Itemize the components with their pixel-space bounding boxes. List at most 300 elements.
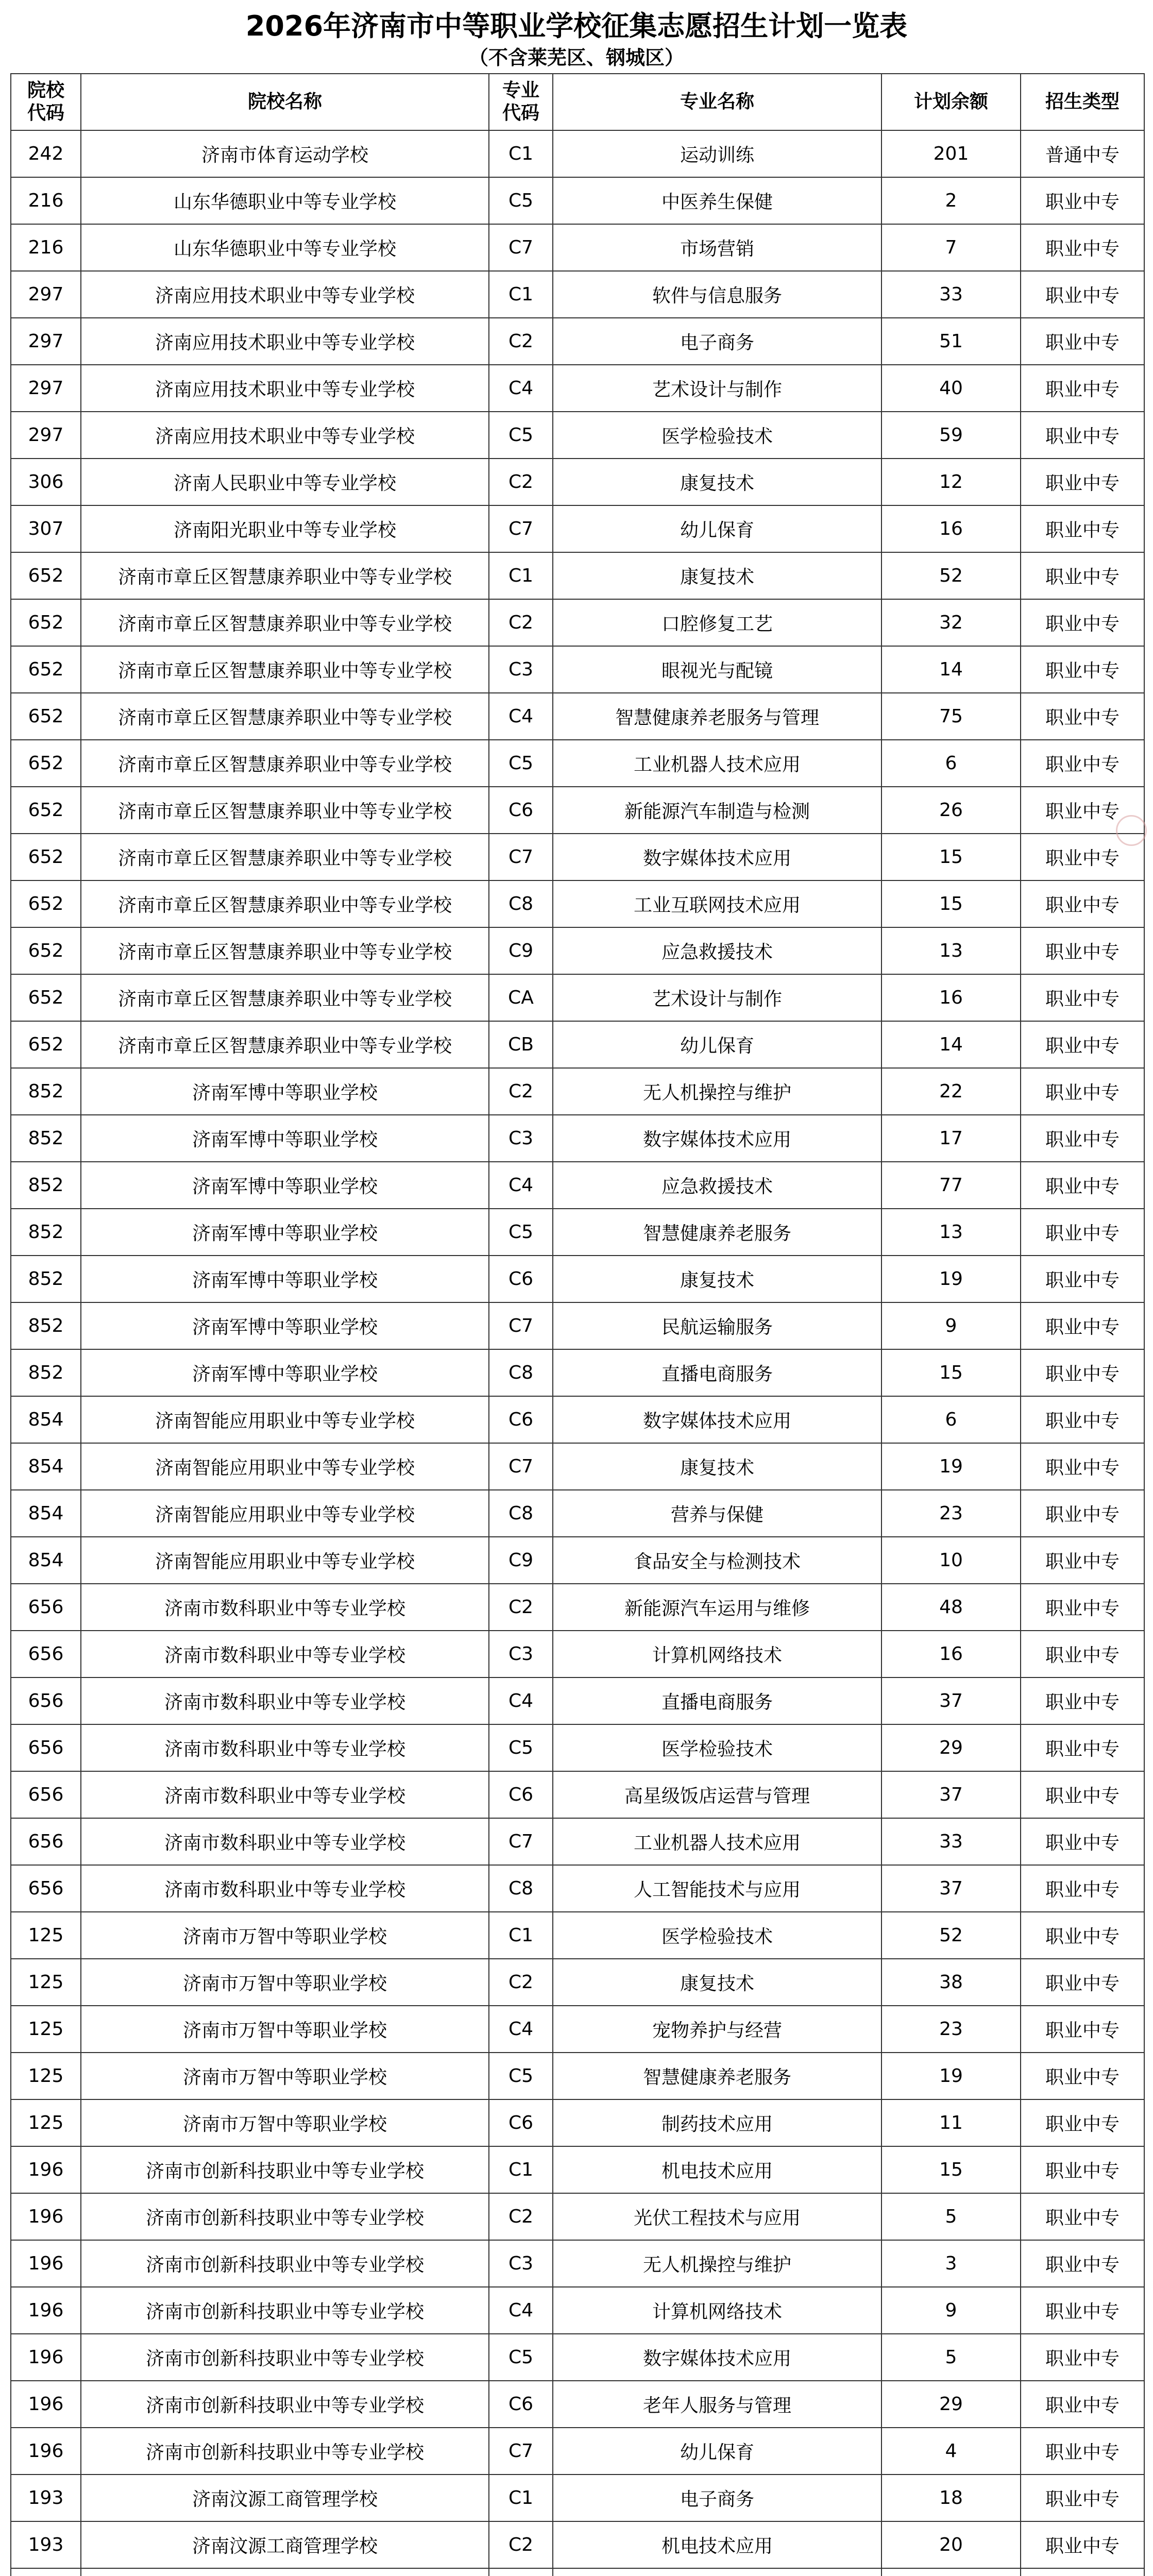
school-code-cell: 852 bbox=[11, 1302, 81, 1349]
school-name-cell: 济南军博中等职业学校 bbox=[81, 1115, 489, 1162]
table-row bbox=[11, 1209, 1144, 1256]
table-row bbox=[11, 2475, 1144, 2521]
table-row bbox=[11, 2053, 1144, 2099]
table-row bbox=[11, 552, 1144, 599]
header-school-code: 院校代码 bbox=[11, 74, 81, 130]
school-code-cell: 852 bbox=[11, 1349, 81, 1396]
major-name-cell: 运动训练 bbox=[553, 130, 881, 177]
major-name-cell: 新能源汽车制造与检测 bbox=[553, 787, 881, 834]
table-row bbox=[11, 318, 1144, 365]
major-name-cell: 无人机操控与维护 bbox=[553, 1068, 881, 1115]
table-row bbox=[11, 1631, 1144, 1677]
remaining-cell: 52 bbox=[881, 1912, 1021, 1959]
major-code-cell: C5 bbox=[489, 2334, 553, 2381]
major-code-cell: C8 bbox=[489, 1349, 553, 1396]
school-code-cell: 652 bbox=[11, 787, 81, 834]
major-name-cell: 制药技术应用 bbox=[553, 2099, 881, 2146]
major-code-cell: C5 bbox=[489, 177, 553, 224]
table-row bbox=[11, 927, 1144, 974]
school-name-cell: 济南智能应用职业中等专业学校 bbox=[81, 1396, 489, 1443]
header-type: 招生类型 bbox=[1021, 74, 1144, 130]
type-cell: 职业中专 bbox=[1021, 1302, 1144, 1349]
remaining-cell: 12 bbox=[881, 459, 1021, 505]
type-cell: 职业中专 bbox=[1021, 2521, 1144, 2568]
table-row bbox=[11, 1021, 1144, 1068]
school-code-cell: 652 bbox=[11, 1021, 81, 1068]
major-name-cell: 直播电商服务 bbox=[553, 1677, 881, 1724]
type-cell: 职业中专 bbox=[1021, 1443, 1144, 1490]
major-code-cell: C2 bbox=[489, 599, 553, 646]
remaining-cell: 16 bbox=[881, 505, 1021, 552]
major-code-cell: C3 bbox=[489, 2240, 553, 2287]
table-row bbox=[11, 2006, 1144, 2053]
major-name-cell: 艺术设计与制作 bbox=[553, 974, 881, 1021]
school-code-cell: 196 bbox=[11, 2193, 81, 2240]
major-code-cell: C3 bbox=[489, 1115, 553, 1162]
remaining-cell: 20 bbox=[881, 2521, 1021, 2568]
school-code-cell: 242 bbox=[11, 130, 81, 177]
school-code-cell: 216 bbox=[11, 177, 81, 224]
major-code-cell: C8 bbox=[489, 1865, 553, 1912]
school-code-cell: 297 bbox=[11, 412, 81, 459]
school-name-cell: 济南市数科职业中等专业学校 bbox=[81, 1724, 489, 1771]
remaining-cell: 5 bbox=[881, 2334, 1021, 2381]
major-code-cell: C6 bbox=[489, 1256, 553, 1302]
type-cell: 职业中专 bbox=[1021, 224, 1144, 271]
school-name-cell: 济南市创新科技职业中等专业学校 bbox=[81, 2428, 489, 2475]
type-cell: 职业中专 bbox=[1021, 1115, 1144, 1162]
school-name-cell: 济南应用技术职业中等专业学校 bbox=[81, 271, 489, 318]
remaining-cell: 33 bbox=[881, 1818, 1021, 1865]
type-cell: 职业中专 bbox=[1021, 412, 1144, 459]
remaining-cell: 13 bbox=[881, 927, 1021, 974]
major-name-cell: 智慧健康养老服务 bbox=[553, 2053, 881, 2099]
type-cell: 职业中专 bbox=[1021, 1209, 1144, 1256]
remaining-cell: 48 bbox=[881, 1584, 1021, 1631]
school-code-cell: 196 bbox=[11, 2287, 81, 2334]
major-code-cell: C7 bbox=[489, 1302, 553, 1349]
remaining-cell: 59 bbox=[881, 412, 1021, 459]
table-row bbox=[11, 271, 1144, 318]
remaining-cell: 2 bbox=[881, 177, 1021, 224]
table-row bbox=[11, 1537, 1144, 1584]
table-row bbox=[11, 505, 1144, 552]
school-code-cell: 193 bbox=[11, 2475, 81, 2521]
type-cell: 职业中专 bbox=[1021, 177, 1144, 224]
school-name-cell: 济南市创新科技职业中等专业学校 bbox=[81, 2240, 489, 2287]
table-row bbox=[11, 1349, 1144, 1396]
remaining-cell: 75 bbox=[881, 693, 1021, 740]
major-code-cell: C5 bbox=[489, 1209, 553, 1256]
school-code-cell: 854 bbox=[11, 1490, 81, 1537]
school-code-cell: 216 bbox=[11, 224, 81, 271]
remaining-cell: 7 bbox=[881, 224, 1021, 271]
table-row bbox=[11, 834, 1144, 880]
remaining-cell: 15 bbox=[881, 834, 1021, 880]
major-code-cell: C3 bbox=[489, 1631, 553, 1677]
school-name-cell: 济南市创新科技职业中等专业学校 bbox=[81, 2381, 489, 2428]
school-name-cell: 济南汶源工商管理学校 bbox=[81, 2521, 489, 2568]
remaining-cell: 3 bbox=[881, 2240, 1021, 2287]
school-code-cell: 852 bbox=[11, 1256, 81, 1302]
school-code-cell: 656 bbox=[11, 1584, 81, 1631]
major-name-cell: 康复技术 bbox=[553, 1959, 881, 2006]
type-cell: 职业中专 bbox=[1021, 2099, 1144, 2146]
major-code-cell: C9 bbox=[489, 1537, 553, 1584]
table-row bbox=[11, 1490, 1144, 1537]
school-name-cell: 济南市创新科技职业中等专业学校 bbox=[81, 2334, 489, 2381]
major-code-cell: C2 bbox=[489, 459, 553, 505]
school-code-cell: 193 bbox=[11, 2521, 81, 2568]
table-row bbox=[11, 740, 1144, 787]
school-name-cell bbox=[81, 2568, 489, 2576]
remaining-cell: 37 bbox=[881, 1865, 1021, 1912]
school-name-cell: 山东华德职业中等专业学校 bbox=[81, 224, 489, 271]
major-code-cell: C4 bbox=[489, 365, 553, 412]
type-cell: 职业中专 bbox=[1021, 599, 1144, 646]
major-name-cell: 市场营销 bbox=[553, 224, 881, 271]
school-code-cell: 652 bbox=[11, 599, 81, 646]
type-cell: 职业中专 bbox=[1021, 974, 1144, 1021]
school-name-cell: 济南市数科职业中等专业学校 bbox=[81, 1865, 489, 1912]
school-code-cell: 656 bbox=[11, 1865, 81, 1912]
table-row bbox=[11, 2146, 1144, 2193]
major-code-cell: C1 bbox=[489, 552, 553, 599]
table-row bbox=[11, 2568, 1144, 2576]
table-row bbox=[11, 2334, 1144, 2381]
major-name-cell: 工业机器人技术应用 bbox=[553, 1818, 881, 1865]
school-name-cell: 济南军博中等职业学校 bbox=[81, 1302, 489, 1349]
table-row bbox=[11, 787, 1144, 834]
major-name-cell: 民航运输服务 bbox=[553, 1302, 881, 1349]
school-code-cell: 652 bbox=[11, 834, 81, 880]
major-code-cell: C5 bbox=[489, 2053, 553, 2099]
school-code-cell: 656 bbox=[11, 1677, 81, 1724]
school-name-cell: 济南市数科职业中等专业学校 bbox=[81, 1584, 489, 1631]
major-name-cell: 医学检验技术 bbox=[553, 1724, 881, 1771]
school-code-cell: 125 bbox=[11, 2053, 81, 2099]
major-name-cell: 食品安全与检测技术 bbox=[553, 1537, 881, 1584]
school-code-cell: 854 bbox=[11, 1396, 81, 1443]
table-row bbox=[11, 1115, 1144, 1162]
major-name-cell: 老年人服务与管理 bbox=[553, 2381, 881, 2428]
school-name-cell: 济南智能应用职业中等专业学校 bbox=[81, 1443, 489, 1490]
type-cell: 职业中专 bbox=[1021, 1631, 1144, 1677]
school-name-cell: 济南应用技术职业中等专业学校 bbox=[81, 318, 489, 365]
school-name-cell: 济南应用技术职业中等专业学校 bbox=[81, 412, 489, 459]
type-cell: 职业中专 bbox=[1021, 1912, 1144, 1959]
remaining-cell: 11 bbox=[881, 2099, 1021, 2146]
school-name-cell: 济南市万智中等职业学校 bbox=[81, 1912, 489, 1959]
type-cell: 职业中专 bbox=[1021, 459, 1144, 505]
table-row bbox=[11, 1256, 1144, 1302]
school-name-cell: 济南市创新科技职业中等专业学校 bbox=[81, 2146, 489, 2193]
type-cell: 职业中专 bbox=[1021, 2287, 1144, 2334]
major-name-cell: 软件与信息服务 bbox=[553, 271, 881, 318]
watermark-logo-icon bbox=[1116, 815, 1147, 846]
remaining-cell: 29 bbox=[881, 1724, 1021, 1771]
table-row bbox=[11, 880, 1144, 927]
remaining-cell: 17 bbox=[881, 1115, 1021, 1162]
header-major-code: 专业代码 bbox=[489, 74, 553, 130]
type-cell: 职业中专 bbox=[1021, 1584, 1144, 1631]
school-name-cell: 济南市万智中等职业学校 bbox=[81, 1959, 489, 2006]
school-name-cell: 济南市章丘区智慧康养职业中等专业学校 bbox=[81, 693, 489, 740]
table-row bbox=[11, 224, 1144, 271]
major-name-cell: 眼视光与配镜 bbox=[553, 646, 881, 693]
school-name-cell: 济南市万智中等职业学校 bbox=[81, 2099, 489, 2146]
school-code-cell: 852 bbox=[11, 1162, 81, 1209]
major-code-cell: C6 bbox=[489, 1771, 553, 1818]
major-name-cell: 康复技术 bbox=[553, 552, 881, 599]
major-code-cell: C6 bbox=[489, 2099, 553, 2146]
table-row bbox=[11, 693, 1144, 740]
school-name-cell: 济南市创新科技职业中等专业学校 bbox=[81, 2193, 489, 2240]
school-code-cell: 196 bbox=[11, 2428, 81, 2475]
major-name-cell: 数字媒体技术应用 bbox=[553, 1115, 881, 1162]
remaining-cell: 37 bbox=[881, 1677, 1021, 1724]
school-name-cell: 济南市数科职业中等专业学校 bbox=[81, 1677, 489, 1724]
type-cell: 职业中专 bbox=[1021, 2475, 1144, 2521]
school-name-cell: 济南人民职业中等专业学校 bbox=[81, 459, 489, 505]
major-code-cell: C8 bbox=[489, 1490, 553, 1537]
remaining-cell: 9 bbox=[881, 2287, 1021, 2334]
type-cell: 职业中专 bbox=[1021, 318, 1144, 365]
school-code-cell: 297 bbox=[11, 271, 81, 318]
school-name-cell: 济南市章丘区智慧康养职业中等专业学校 bbox=[81, 974, 489, 1021]
major-name-cell: 新能源汽车运用与维修 bbox=[553, 1584, 881, 1631]
major-code-cell: C7 bbox=[489, 505, 553, 552]
major-name-cell: 电子商务 bbox=[553, 2475, 881, 2521]
type-cell: 职业中专 bbox=[1021, 1490, 1144, 1537]
major-name-cell: 智慧健康养老服务与管理 bbox=[553, 693, 881, 740]
remaining-cell: 16 bbox=[881, 1631, 1021, 1677]
major-name-cell bbox=[553, 2568, 881, 2576]
type-cell: 职业中专 bbox=[1021, 2381, 1144, 2428]
remaining-cell: 77 bbox=[881, 1162, 1021, 1209]
type-cell: 普通中专 bbox=[1021, 130, 1144, 177]
major-code-cell: CB bbox=[489, 1021, 553, 1068]
table-row bbox=[11, 365, 1144, 412]
school-code-cell: 852 bbox=[11, 1115, 81, 1162]
major-name-cell: 幼儿保育 bbox=[553, 2428, 881, 2475]
major-name-cell: 幼儿保育 bbox=[553, 505, 881, 552]
table-row bbox=[11, 2099, 1144, 2146]
school-code-cell: 652 bbox=[11, 693, 81, 740]
school-name-cell: 济南市章丘区智慧康养职业中等专业学校 bbox=[81, 927, 489, 974]
table-row bbox=[11, 1771, 1144, 1818]
remaining-cell: 5 bbox=[881, 2193, 1021, 2240]
major-code-cell: C3 bbox=[489, 646, 553, 693]
remaining-cell: 19 bbox=[881, 2053, 1021, 2099]
school-code-cell: 656 bbox=[11, 1818, 81, 1865]
school-name-cell: 济南应用技术职业中等专业学校 bbox=[81, 365, 489, 412]
school-code-cell: 125 bbox=[11, 2099, 81, 2146]
school-code-cell: 196 bbox=[11, 2240, 81, 2287]
page-subtitle: （不含莱芜区、钢城区） bbox=[468, 46, 684, 69]
school-code-cell: 297 bbox=[11, 365, 81, 412]
major-name-cell: 医学检验技术 bbox=[553, 1912, 881, 1959]
major-name-cell: 中医养生保健 bbox=[553, 177, 881, 224]
remaining-cell: 52 bbox=[881, 552, 1021, 599]
school-code-cell: 196 bbox=[11, 2146, 81, 2193]
school-code-cell: 652 bbox=[11, 974, 81, 1021]
remaining-cell bbox=[881, 2568, 1021, 2576]
major-name-cell: 机电技术应用 bbox=[553, 2146, 881, 2193]
major-code-cell: C5 bbox=[489, 740, 553, 787]
major-name-cell: 人工智能技术与应用 bbox=[553, 1865, 881, 1912]
remaining-cell: 14 bbox=[881, 1021, 1021, 1068]
school-code-cell: 306 bbox=[11, 459, 81, 505]
school-code-cell: 656 bbox=[11, 1631, 81, 1677]
table-row bbox=[11, 130, 1144, 177]
school-name-cell: 济南市万智中等职业学校 bbox=[81, 2006, 489, 2053]
remaining-cell: 201 bbox=[881, 130, 1021, 177]
remaining-cell: 19 bbox=[881, 1256, 1021, 1302]
school-name-cell: 济南军博中等职业学校 bbox=[81, 1209, 489, 1256]
remaining-cell: 15 bbox=[881, 2146, 1021, 2193]
school-name-cell: 济南市数科职业中等专业学校 bbox=[81, 1771, 489, 1818]
type-cell: 职业中专 bbox=[1021, 1959, 1144, 2006]
remaining-cell: 33 bbox=[881, 271, 1021, 318]
major-code-cell: C2 bbox=[489, 1068, 553, 1115]
major-name-cell: 计算机网络技术 bbox=[553, 2287, 881, 2334]
major-name-cell: 康复技术 bbox=[553, 1443, 881, 1490]
remaining-cell: 32 bbox=[881, 599, 1021, 646]
school-code-cell: 307 bbox=[11, 505, 81, 552]
major-name-cell: 康复技术 bbox=[553, 459, 881, 505]
remaining-cell: 15 bbox=[881, 1349, 1021, 1396]
remaining-cell: 22 bbox=[881, 1068, 1021, 1115]
table-row bbox=[11, 1677, 1144, 1724]
major-code-cell: C4 bbox=[489, 2287, 553, 2334]
major-code-cell: C2 bbox=[489, 2193, 553, 2240]
remaining-cell: 16 bbox=[881, 974, 1021, 1021]
school-code-cell: 652 bbox=[11, 880, 81, 927]
major-name-cell: 数字媒体技术应用 bbox=[553, 834, 881, 880]
table-row bbox=[11, 1818, 1144, 1865]
major-name-cell: 应急救援技术 bbox=[553, 1162, 881, 1209]
major-name-cell: 宠物养护与经营 bbox=[553, 2006, 881, 2053]
type-cell: 职业中专 bbox=[1021, 1162, 1144, 1209]
major-code-cell: C4 bbox=[489, 1162, 553, 1209]
school-code-cell: 852 bbox=[11, 1068, 81, 1115]
major-name-cell: 康复技术 bbox=[553, 1256, 881, 1302]
table-row bbox=[11, 1396, 1144, 1443]
major-name-cell: 机电技术应用 bbox=[553, 2521, 881, 2568]
table-row bbox=[11, 1959, 1144, 2006]
header-school-name: 院校名称 bbox=[81, 74, 489, 130]
table-row bbox=[11, 1584, 1144, 1631]
table-body bbox=[11, 130, 1144, 2576]
table-row bbox=[11, 412, 1144, 459]
school-name-cell: 济南市章丘区智慧康养职业中等专业学校 bbox=[81, 646, 489, 693]
major-code-cell: C4 bbox=[489, 693, 553, 740]
major-name-cell: 数字媒体技术应用 bbox=[553, 1396, 881, 1443]
remaining-cell: 6 bbox=[881, 1396, 1021, 1443]
major-code-cell: C2 bbox=[489, 318, 553, 365]
type-cell: 职业中专 bbox=[1021, 2240, 1144, 2287]
major-name-cell: 计算机网络技术 bbox=[553, 1631, 881, 1677]
admissions-table bbox=[10, 73, 1145, 2576]
table-row bbox=[11, 1302, 1144, 1349]
type-cell: 职业中专 bbox=[1021, 505, 1144, 552]
school-name-cell: 济南市万智中等职业学校 bbox=[81, 2053, 489, 2099]
school-name-cell: 济南市数科职业中等专业学校 bbox=[81, 1631, 489, 1677]
table-row bbox=[11, 2428, 1144, 2475]
remaining-cell: 15 bbox=[881, 880, 1021, 927]
school-name-cell: 济南市章丘区智慧康养职业中等专业学校 bbox=[81, 599, 489, 646]
type-cell: 职业中专 bbox=[1021, 2193, 1144, 2240]
major-code-cell: C7 bbox=[489, 2428, 553, 2475]
remaining-cell: 13 bbox=[881, 1209, 1021, 1256]
type-cell: 职业中专 bbox=[1021, 2428, 1144, 2475]
remaining-cell: 38 bbox=[881, 1959, 1021, 2006]
major-code-cell: C4 bbox=[489, 1677, 553, 1724]
type-cell: 职业中专 bbox=[1021, 271, 1144, 318]
type-cell: 职业中专 bbox=[1021, 1724, 1144, 1771]
remaining-cell: 23 bbox=[881, 2006, 1021, 2053]
major-code-cell: C2 bbox=[489, 2521, 553, 2568]
major-name-cell: 工业机器人技术应用 bbox=[553, 740, 881, 787]
school-code-cell: 854 bbox=[11, 1537, 81, 1584]
school-code-cell: 125 bbox=[11, 1959, 81, 2006]
major-code-cell: C5 bbox=[489, 412, 553, 459]
major-name-cell: 幼儿保育 bbox=[553, 1021, 881, 1068]
school-name-cell: 济南市章丘区智慧康养职业中等专业学校 bbox=[81, 552, 489, 599]
remaining-cell: 51 bbox=[881, 318, 1021, 365]
remaining-cell: 26 bbox=[881, 787, 1021, 834]
remaining-cell: 23 bbox=[881, 1490, 1021, 1537]
table-row bbox=[11, 646, 1144, 693]
school-name-cell: 山东华德职业中等专业学校 bbox=[81, 177, 489, 224]
remaining-cell: 14 bbox=[881, 646, 1021, 693]
type-cell: 职业中专 bbox=[1021, 1021, 1144, 1068]
school-name-cell: 济南市体育运动学校 bbox=[81, 130, 489, 177]
type-cell: 职业中专 bbox=[1021, 787, 1144, 834]
school-code-cell: 652 bbox=[11, 552, 81, 599]
type-cell bbox=[1021, 2568, 1144, 2576]
major-name-cell: 口腔修复工艺 bbox=[553, 599, 881, 646]
major-code-cell bbox=[489, 2568, 553, 2576]
type-cell: 职业中专 bbox=[1021, 1537, 1144, 1584]
type-cell: 职业中专 bbox=[1021, 880, 1144, 927]
remaining-cell: 6 bbox=[881, 740, 1021, 787]
major-name-cell: 电子商务 bbox=[553, 318, 881, 365]
major-name-cell: 应急救援技术 bbox=[553, 927, 881, 974]
major-name-cell: 无人机操控与维护 bbox=[553, 2240, 881, 2287]
header-remaining: 计划余额 bbox=[881, 74, 1021, 130]
page-title: 2026年济南市中等职业学校征集志愿招生计划一览表 bbox=[245, 10, 908, 42]
type-cell: 职业中专 bbox=[1021, 1349, 1144, 1396]
major-name-cell: 艺术设计与制作 bbox=[553, 365, 881, 412]
type-cell: 职业中专 bbox=[1021, 1677, 1144, 1724]
table-row bbox=[11, 974, 1144, 1021]
remaining-cell: 4 bbox=[881, 2428, 1021, 2475]
table-row bbox=[11, 2240, 1144, 2287]
major-code-cell: C1 bbox=[489, 2475, 553, 2521]
type-cell: 职业中专 bbox=[1021, 693, 1144, 740]
table-row bbox=[11, 459, 1144, 505]
table-row bbox=[11, 2193, 1144, 2240]
major-code-cell: C6 bbox=[489, 787, 553, 834]
table-row bbox=[11, 1068, 1144, 1115]
school-code-cell bbox=[11, 2568, 81, 2576]
major-name-cell: 医学检验技术 bbox=[553, 412, 881, 459]
table-header-row bbox=[11, 74, 1144, 130]
school-code-cell: 852 bbox=[11, 1209, 81, 1256]
remaining-cell: 29 bbox=[881, 2381, 1021, 2428]
